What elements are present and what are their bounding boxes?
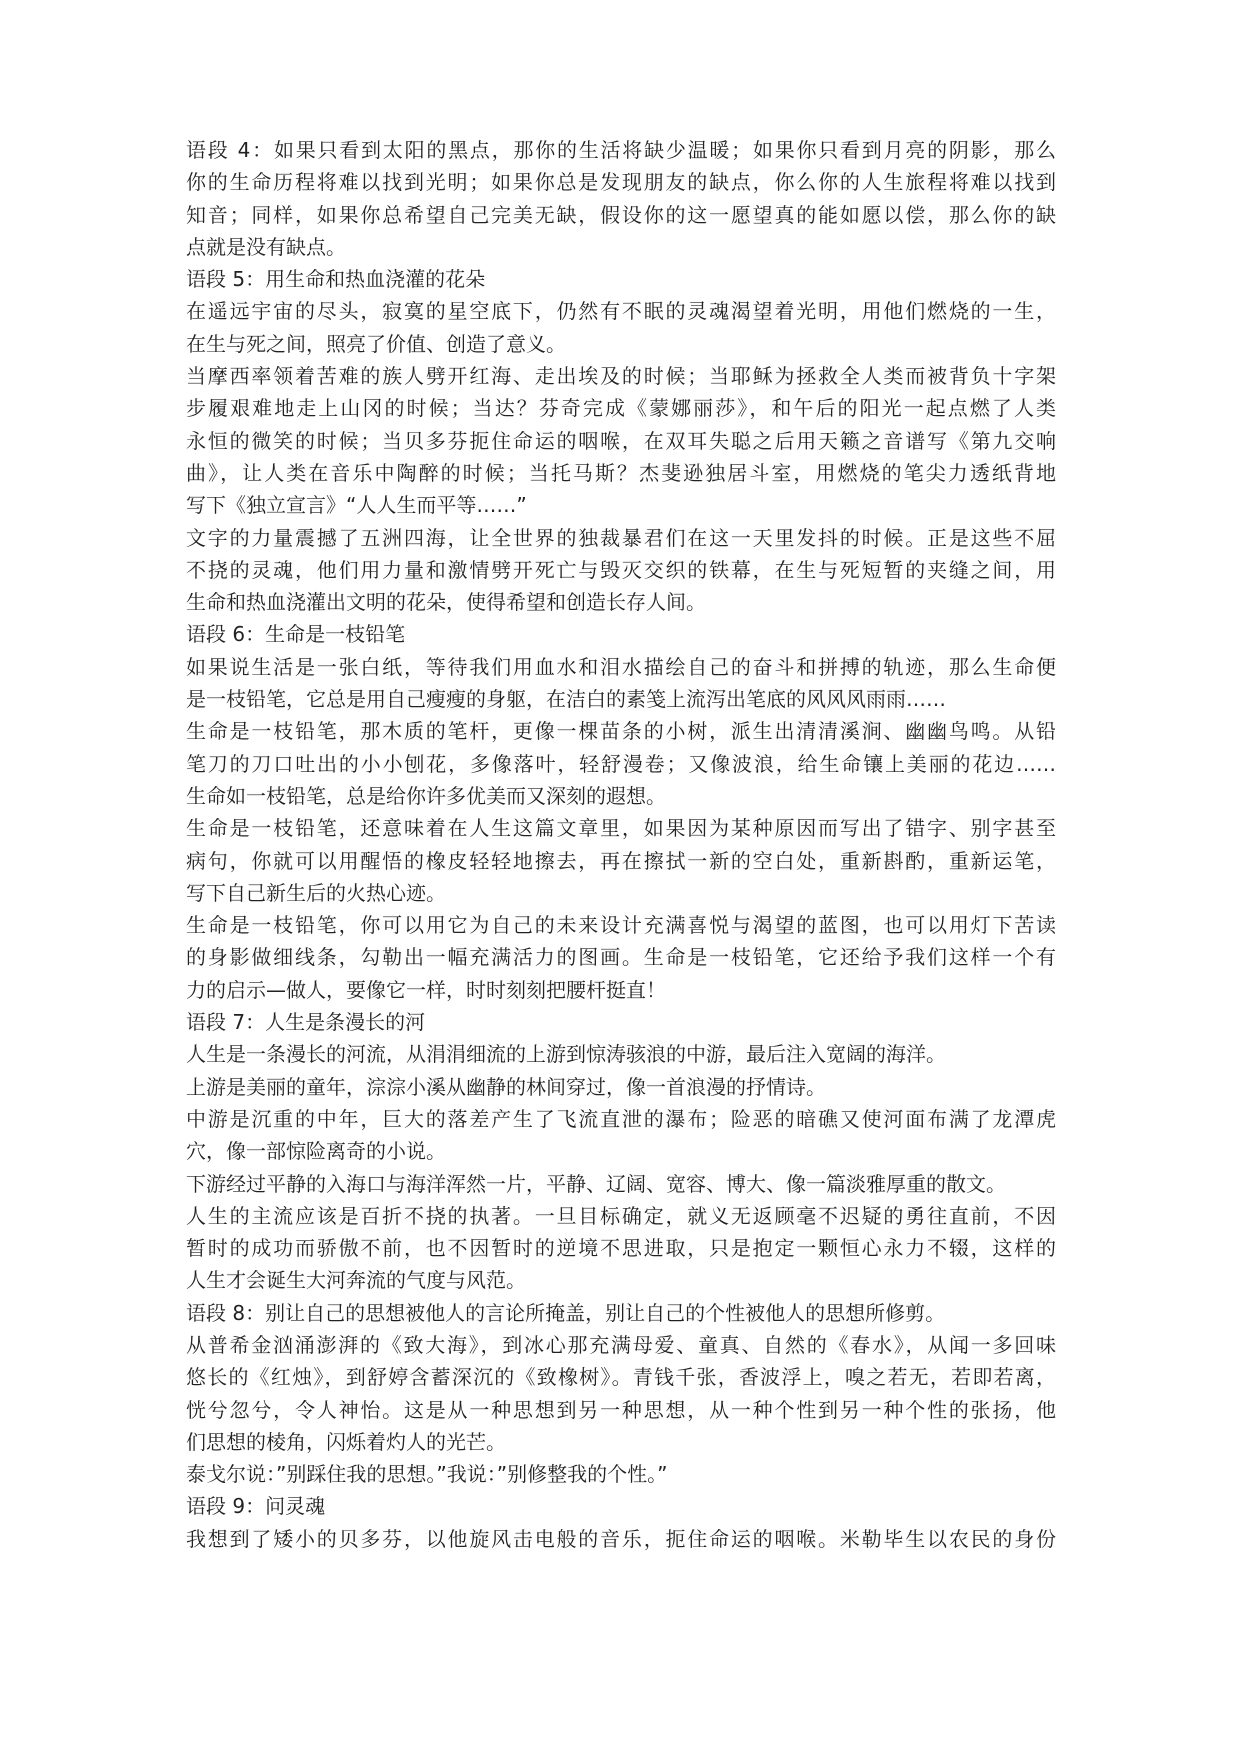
text-line: 不挠的灵魂，他们用力量和激情劈开死亡与毁灭交织的铁幕，在生与死短暂的夹缝之间，用 <box>186 557 1056 582</box>
section-heading <box>186 1297 1056 1329</box>
text-line: 步履艰难地走上山冈的时候；当达？芬奇完成《蒙娜丽莎》，和午后的阳光一起点燃了人类 <box>186 396 1056 421</box>
paragraph <box>186 134 1056 263</box>
text-line: 语段 8：别让自己的思想被他人的言论所掩盖，别让自己的个性被他人的思想所修剪。 <box>186 1300 946 1325</box>
text-line: 暂时的成功而骄傲不前，也不因暂时的逆境不思进取，只是抱定一颗恒心永力不辍，这样的 <box>186 1236 1056 1261</box>
text-line: 中游是沉重的中年，巨大的落差产生了飞流直泄的瀑布；险恶的暗礁又使河面布满了龙潭虎 <box>186 1106 1056 1131</box>
text-line: 病句，你就可以用醒悟的橡皮轻轻地擦去，再在擦拭一新的空白处，重新斟酌，重新运笔， <box>186 848 1056 873</box>
paragraph <box>186 651 1056 716</box>
text-line: 生命如一枝铅笔，总是给你许多优美而又深刻的遐想。 <box>186 783 666 808</box>
paragraph <box>186 1168 1056 1200</box>
text-line: 如果说生活是一张白纸，等待我们用血水和泪水描绘自己的奋斗和拼搏的轨迹，那么生命便 <box>186 654 1056 679</box>
text-line: 当摩西率领着苦难的族人劈开红海、走出埃及的时候；当耶稣为拯救全人类而被背负十字架 <box>186 364 1056 389</box>
text-line: 语段 4：如果只看到太阳的黑点，那你的生活将缺少温暖；如果你只看到月亮的阴影，那么 <box>186 138 1056 162</box>
text-line: 上游是美丽的童年，淙淙小溪从幽静的林间穿过，像一首浪漫的抒情诗。 <box>186 1074 826 1099</box>
text-line: 笔刀的刀口吐出的小小刨花，多像落叶，轻舒漫卷；又像波浪，给生命镶上美丽的花边…… <box>186 751 1056 776</box>
paragraph <box>186 715 1056 812</box>
text-line: 力的启示—做人，要像它一样，时时刻刻把腰杆挺直！ <box>186 977 666 1002</box>
text-line: 文字的力量震撼了五洲四海，让全世界的独裁暴君们在这一天里发抖的时候。正是这些不屈 <box>186 525 1056 550</box>
text-line: 人生才会诞生大河奔流的气度与风范。 <box>186 1268 526 1293</box>
text-line: 我想到了矮小的贝多芬，以他旋风击电般的音乐，扼住命运的咽喉。米勒毕生以农民的身份 <box>186 1526 1056 1551</box>
text-line: 永恒的微笑的时候；当贝多芬扼住命运的咽喉，在双耳失聪之后用天籁之音谱写《第九交响 <box>186 428 1056 453</box>
paragraph <box>186 1038 1056 1070</box>
paragraph <box>186 1071 1056 1103</box>
section-heading <box>186 618 1056 650</box>
text-line: 生命是一枝铅笔，那木质的笔杆，更像一棵苗条的小树，派生出清清溪涧、幽幽鸟鸣。从铅 <box>186 719 1056 744</box>
section-heading <box>186 1006 1056 1038</box>
text-line: 写下《独立宣言》“人人生而平等……” <box>186 493 527 518</box>
text-line: 曲》，让人类在音乐中陶醉的时候；当托马斯？杰斐逊独居斗室，用燃烧的笔尖力透纸背地 <box>186 460 1056 485</box>
text-line: 的身影做细线条，勾勒出一幅充满活力的图画。生命是一枝铅笔，它还给予我们这样一个有 <box>186 945 1056 970</box>
text-line: 是一枝铅笔，它总是用自己瘦瘦的身躯，在洁白的素笺上流泻出笔底的风风风雨雨…… <box>186 687 946 712</box>
text-line: 穴，像一部惊险离奇的小说。 <box>186 1139 446 1164</box>
text-line: 语段 9：问灵魂 <box>186 1494 326 1519</box>
text-line: 们思想的棱角，闪烁着灼人的光芒。 <box>186 1429 506 1454</box>
paragraph <box>186 909 1056 1006</box>
text-line: 下游经过平静的入海口与海洋浑然一片，平静、辽阔、宽容、博大、像一篇淡雅厚重的散文。 <box>186 1171 1006 1196</box>
text-line: 语段 7：人生是条漫长的河 <box>186 1010 426 1035</box>
text-line: 点就是没有缺点。 <box>186 234 346 259</box>
text-line: 人生是一条漫长的河流，从涓涓细流的上游到惊涛骇浪的中游，最后注入宽阔的海洋。 <box>186 1042 946 1067</box>
paragraph <box>186 1103 1056 1168</box>
paragraph <box>186 1523 1056 1555</box>
text-line: 语段 5：用生命和热血浇灌的花朵 <box>186 267 486 292</box>
text-line: 从普希金汹涌澎湃的《致大海》，到冰心那充满母爱、童真、自然的《春水》，从闻一多回味 <box>186 1332 1056 1357</box>
text-line: 生命和热血浇灌出文明的花朵，使得希望和创造长存人间。 <box>186 590 706 615</box>
text-line: 在生与死之间，照亮了价值、创造了意义。 <box>186 331 566 356</box>
paragraph <box>186 360 1056 521</box>
paragraph <box>186 522 1056 619</box>
text-line: 生命是一枝铅笔，还意味着在人生这篇文章里，如果因为某种原因而写出了错字、别字甚至 <box>186 816 1056 841</box>
text-line: 在遥远宇宙的尽头，寂寞的星空底下，仍然有不眠的灵魂渴望着光明，用他们燃烧的一生， <box>186 299 1056 324</box>
text-line: 写下自己新生后的火热心迹。 <box>186 880 446 905</box>
section-heading <box>186 1490 1056 1522</box>
document-page <box>186 134 1056 1555</box>
text-line: 语段 6：生命是一枝铅笔 <box>186 622 406 647</box>
text-line: 恍兮忽兮，令人神怡。这是从一种思想到另一种思想，从一种个性到另一种个性的张扬，他 <box>186 1397 1056 1422</box>
paragraph <box>186 295 1056 360</box>
text-line: 你的生命历程将难以找到光明；如果你总是发现朋友的缺点，你么你的人生旅程将难以找到 <box>186 170 1056 195</box>
section-heading <box>186 263 1056 295</box>
paragraph <box>186 1329 1056 1458</box>
paragraph <box>186 1458 1056 1490</box>
text-line: 人生的主流应该是百折不挠的执著。一旦目标确定，就义无返顾毫不迟疑的勇往直前，不因 <box>186 1203 1056 1228</box>
text-line: 泰戈尔说：”别踩住我的思想。”我说：”别修整我的个性。” <box>186 1462 668 1487</box>
text-line: 悠长的《红烛》，到舒婷含蓄深沉的《致橡树》。青钱千张，香波浮上，嗅之若无，若即若离， <box>186 1365 1056 1390</box>
paragraph <box>186 1200 1056 1297</box>
text-line: 生命是一枝铅笔，你可以用它为自己的未来设计充满喜悦与渴望的蓝图，也可以用灯下苦读 <box>186 913 1056 938</box>
paragraph <box>186 812 1056 909</box>
text-line: 知音；同样，如果你总希望自己完美无缺，假设你的这一愿望真的能如愿以偿，那么你的缺 <box>186 202 1056 227</box>
